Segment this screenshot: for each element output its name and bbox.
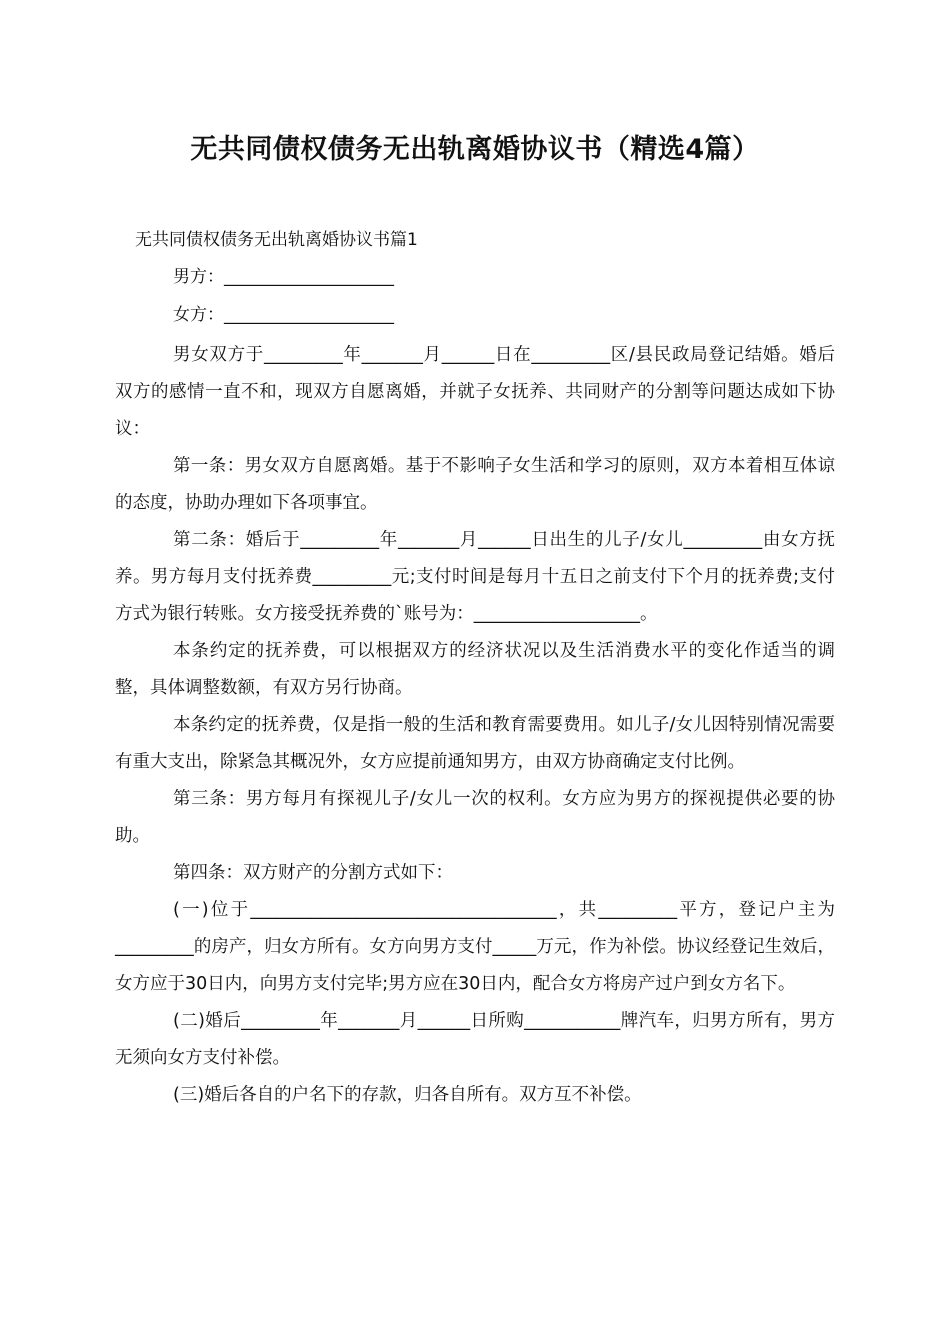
male-party-label: 男方： [173,267,224,287]
section-subtitle: 无共同债权债务无出轨离婚协议书篇1 [135,230,418,250]
female-party-blank: ____________________ [224,305,394,325]
female-party-label: 女方： [173,305,224,325]
paragraph-intro: 男女双方于_________年_______月______日在_________区/县民政局登记结婚。婚后双方的感情一直不和，现双方自愿离婚，并就子女抚养、共同财产的分割等问题达成如下协议： [115,345,835,439]
female-party-field [173,303,394,327]
paragraph-article-3: 第三条：男方每月有探视儿子/女儿一次的权利。女方应为男方的探视提供必要的协助。 [115,789,835,846]
paragraph-article-2: 第二条：婚后于_________年_______月______日出生的儿子/女儿_________由女方抚养。男方每月支付抚养费_________元;支付时间是每月十五日之前支付下个月的抚养费;支付方式为银行转账。女方接受抚养费的`账号为：___________________。 [115,530,835,624]
paragraph-article-1: 第一条：男女双方自愿离婚。基于不影响子女生活和学习的原则，双方本着相互体谅的态度，协助办理如下各项事宜。 [115,456,835,513]
paragraph-article-4: 第四条：双方财产的分割方式如下： [173,863,453,883]
paragraph-article-2-note-2: 本条约定的抚养费，仅是指一般的生活和教育需要费用。如儿子/女儿因特别情况需要有重大支出，除紧急其概况外，女方应提前通知男方，由双方协商确定支付比例。 [115,715,835,772]
paragraph-item-3: (三)婚后各自的户名下的存款，归各自所有。双方互不补偿。 [173,1085,642,1105]
document-title: 无共同债权债务无出轨离婚协议书（精选4篇） [190,134,760,165]
paragraph-item-1: (一)位于___________________________________，共_________平方，登记户主为_________的房产，归女方所有。女方向男方支付_____万元，作为补偿。协议经登记生效后，女方应于30日内，向男方支付完毕;男方应在30日内，配合女方将房产过户到女方名下。 [115,900,835,994]
paragraph-article-2-note-1: 本条约定的抚养费，可以根据双方的经济状况以及生活消费水平的变化作适当的调整，具体调整数额，有双方另行协商。 [115,641,835,698]
paragraph-item-2: (二)婚后_________年_______月______日所购___________牌汽车，归男方所有，男方无须向女方支付补偿。 [115,1011,835,1068]
male-party-blank: ____________________ [224,267,394,287]
agreement-body [115,337,835,1114]
male-party-field [173,265,394,289]
